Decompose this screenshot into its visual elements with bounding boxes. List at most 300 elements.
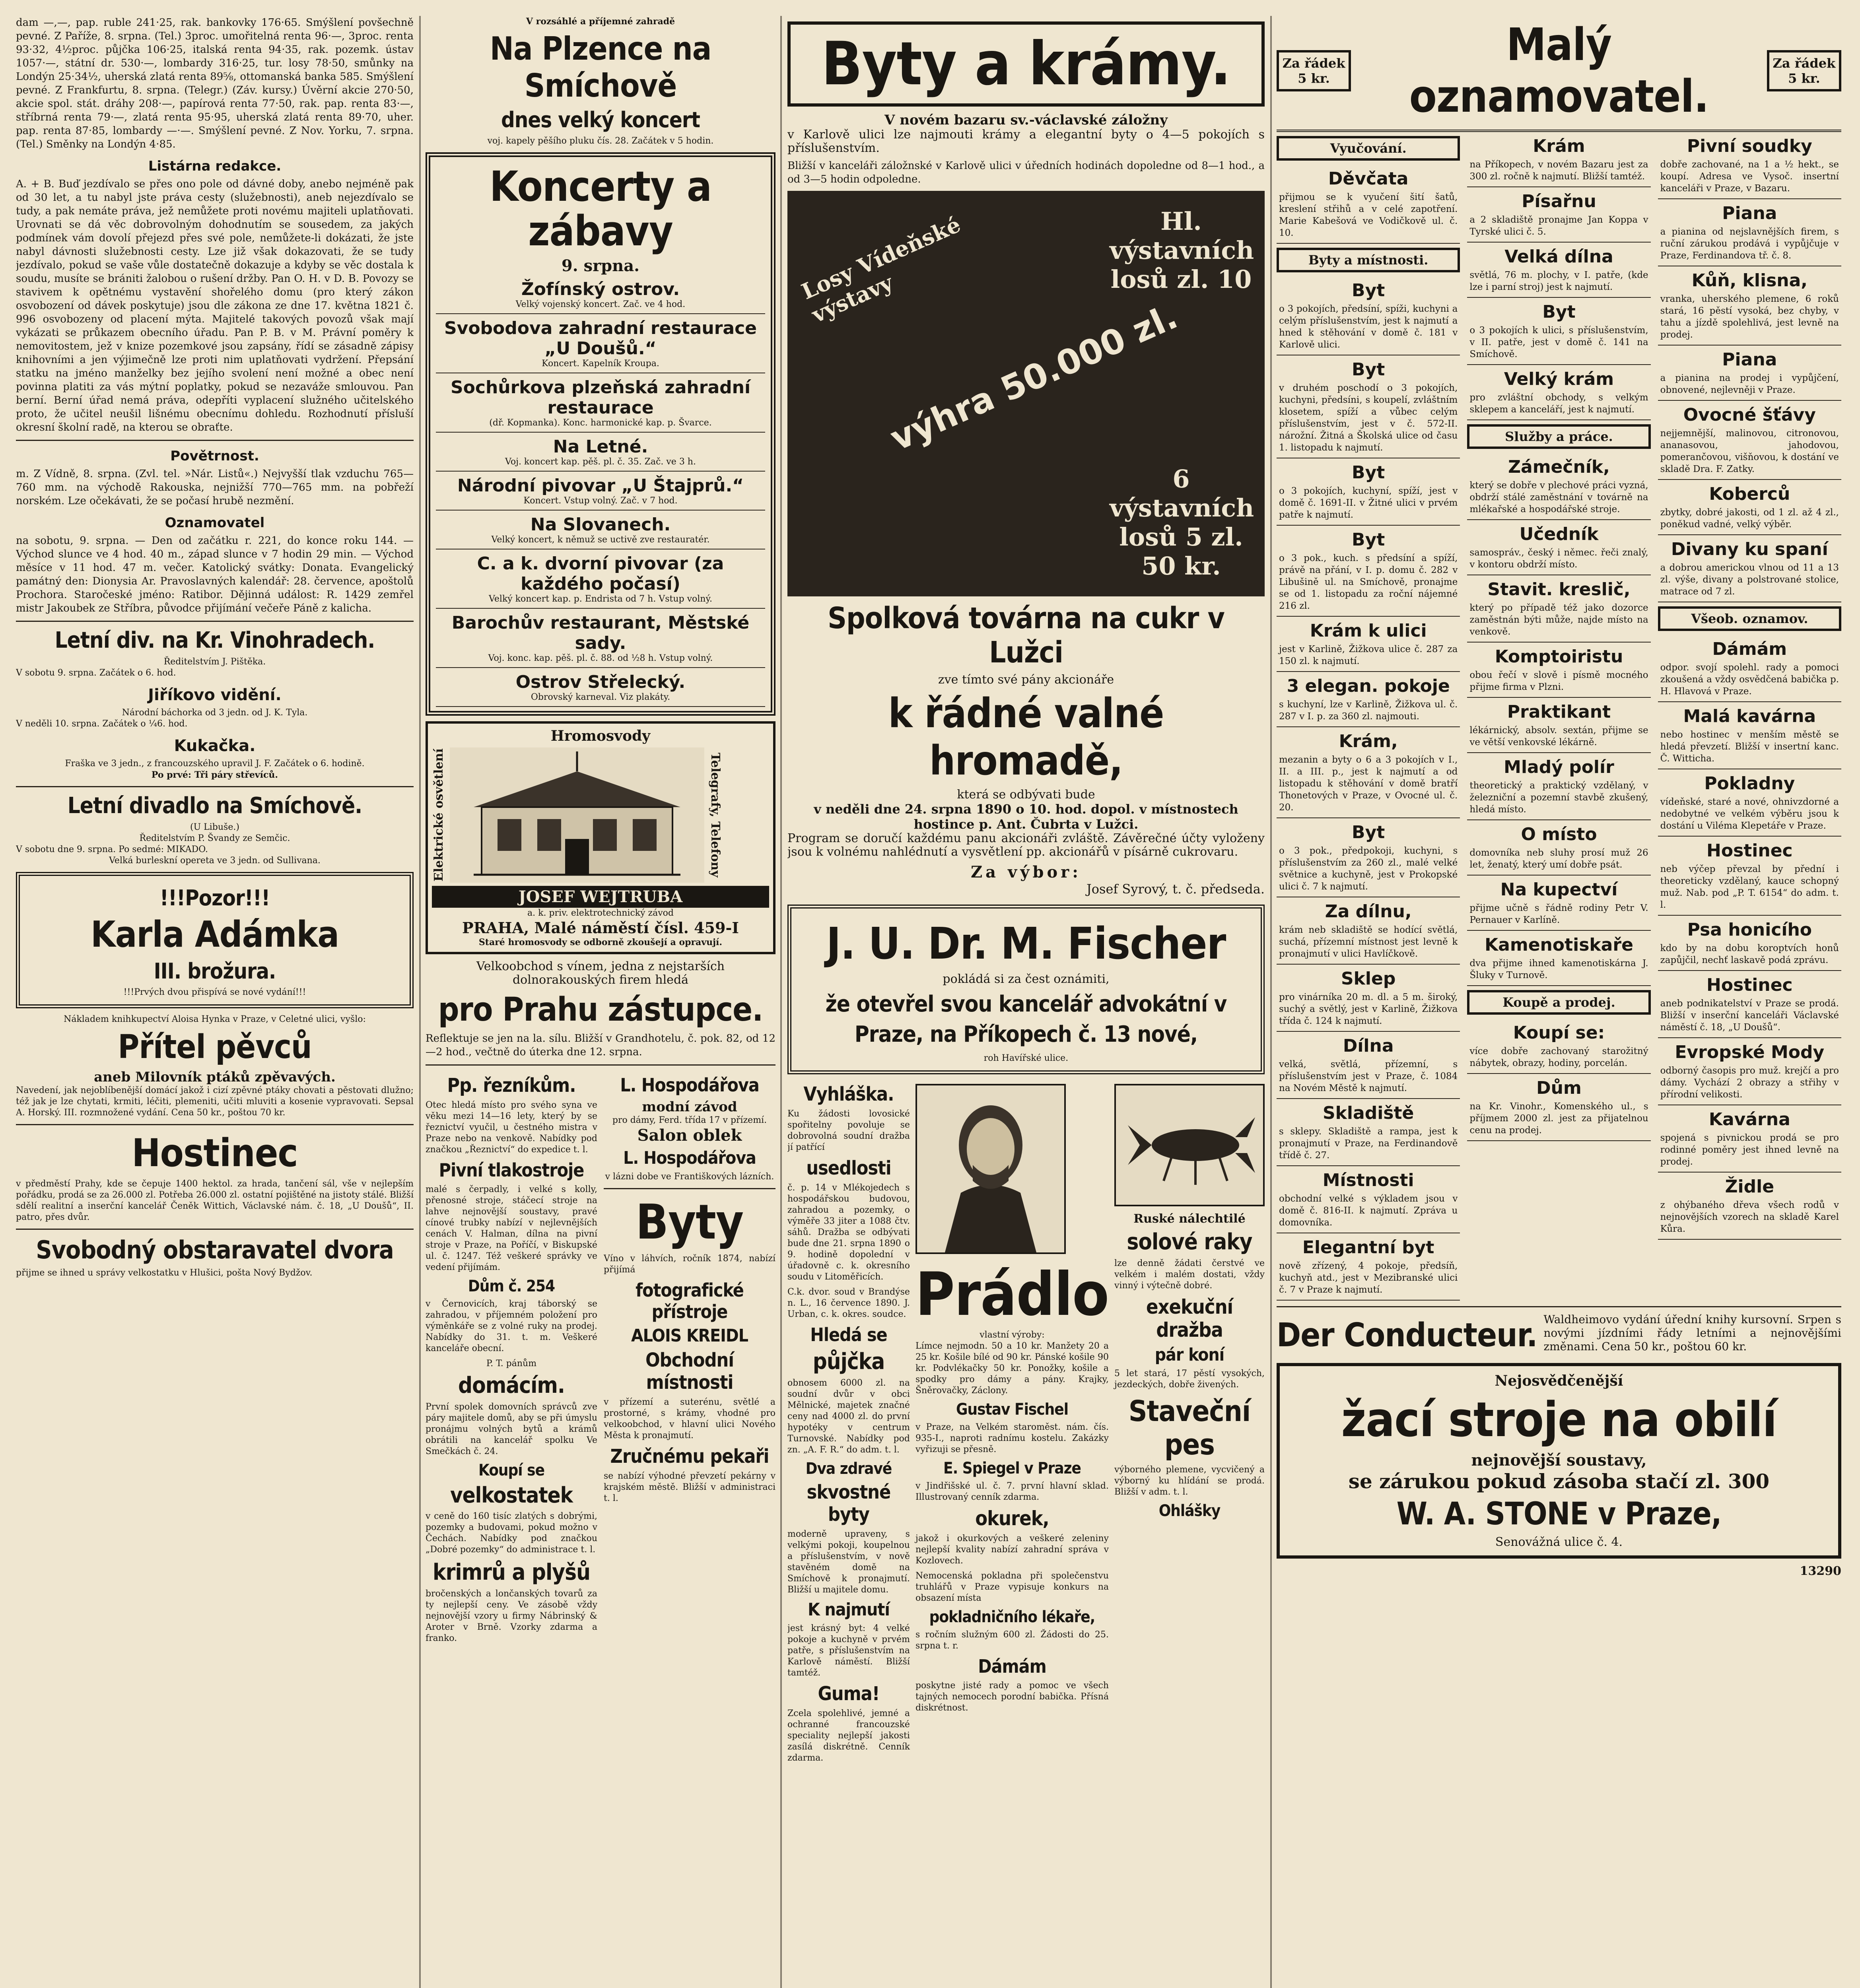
- fischer-sub: pokládá si za čest oznámiti,: [943, 972, 1110, 986]
- hromosvody-ad: [426, 721, 775, 954]
- venue-name: Svobodova zahradní restaurace „U Doušů.“: [444, 318, 757, 359]
- spolkova-title: Spolková továrna na cukr v Lužci: [828, 601, 1224, 670]
- classified-text: a pianina na prodej i vypůjčení, obnovené, nejlevněji v Praze.: [1660, 373, 1839, 395]
- classified-title: Skladiště: [1322, 1103, 1414, 1123]
- stone-title: W. A. STONE v Praze,: [1396, 1496, 1722, 1532]
- zrucnemu-text: se nabízí výhodné převzetí pekárny v krajském městě. Bližší v administraci t. l.: [604, 1471, 775, 1503]
- classified-title: Místnosti: [1322, 1170, 1414, 1190]
- classified-ad: [1277, 1099, 1460, 1166]
- classified-text: theoretický a praktický vzdělaný, v železniční a pozemní stavbě zkušený, hledá místo.: [1469, 780, 1648, 815]
- column-2: [426, 16, 775, 1988]
- domacim-text: První spolek domovních správců zve páry majitele domů, aby se při úmyslu pronájmu volných bytů a krámů obrátili na kancelář spolku Ve Smečkách č. 24.: [426, 1402, 597, 1456]
- hromade-text2: v neděli dne 24. srpna 1890 o 10. hod. dopol. v místnostech hostince p. Ant. Čubrta v Lužci.: [814, 802, 1238, 832]
- classified-text: o 3 pokojích, kuchyní, spíží, jest v domě č. 1691-II. v Žitné ulici v prvém patře k najmutí.: [1279, 486, 1458, 520]
- krimru-text: bročenských a lončanských tovarů za ty nejlepší ceny. Ve zásobě vždy nejnovější vzory u firmy Nábrinský & Aroter v Brně. Vzorky zdarma a franko.: [426, 1589, 597, 1643]
- weather-heading: Povětrnost.: [170, 448, 259, 464]
- classified-ad: [1658, 702, 1841, 769]
- adamek-ad: [16, 872, 414, 1008]
- stone-address: Senovážná ulice č. 4.: [1495, 1535, 1623, 1549]
- venue-desc: Koncert. Kapelník Kroupa.: [542, 359, 659, 369]
- fischel-text: v Praze, na Velkém staroměst. nám. čís. 935-I., naproti radnímu kostelu. Zakázky vyřizuji se přesně.: [915, 1422, 1109, 1454]
- classified-title: Elegantní byt: [1302, 1237, 1434, 1258]
- pujcka-title: půjčka: [812, 1349, 885, 1375]
- section-byty: Byty a místnosti.: [1277, 248, 1460, 272]
- exekucni-text: 5 let stará, 17 pěstí vysokých, jezdeckých, dobře živených.: [1114, 1369, 1265, 1390]
- smichov-line: V sobotu dne 9. srpna. Po sedmé: MIKADO.: [16, 845, 208, 854]
- venue-desc: Voj. konc. kap. pěš. pl. č. 88. od ½8 h. Vstup volný.: [488, 653, 713, 663]
- kukacka-text: Fraška ve 3 jedn., z francouzského upravil J. F. Začátek o 6. hodině.: [65, 759, 365, 769]
- classified-text: z ohýbaného dřeva všech rodů v nejnovějších vzorech na skladě Karel Kůra.: [1660, 1200, 1839, 1234]
- venue-item: [436, 609, 765, 668]
- classified-title: Koupí se:: [1513, 1023, 1605, 1043]
- venue-item: [436, 549, 765, 609]
- classified-title: Malá kavárna: [1683, 706, 1816, 726]
- venue-name: Na Letné.: [553, 437, 648, 457]
- classified-title: Na kupectví: [1500, 879, 1618, 900]
- section-koupe: Koupě a prodej.: [1467, 990, 1650, 1015]
- hromosvody-side-right: Telegrafy, Telefony: [708, 753, 722, 878]
- classified-ad: [1277, 818, 1460, 897]
- reznik-text: Otec hledá místo pro svého syna ve věku mezi 14—16 lety, který by se řeznictví vyučil, u čestného mistra v Praze nebo na venkově. Nabídky pod značkou „Řeznictví“ do expedice t. l.: [426, 1100, 597, 1155]
- classified-title: Byt: [1352, 530, 1385, 550]
- classified-ad: [1277, 617, 1460, 672]
- conductor-ad: [1277, 1313, 1841, 1357]
- classified-ad: [1277, 672, 1460, 727]
- fischer-title: J. U. Dr. M. Fischer: [826, 918, 1226, 969]
- venue-desc: Voj. koncert kap. pěš. pl. č. 35. Zač. ve 3 h.: [505, 457, 696, 467]
- classified-ad: [1467, 931, 1650, 986]
- weather-text: m. Z Vídně, 8. srpna. (Zvl. tel. »Nár. Listů«.) Nejvyšší tlak vzduchu 765—760 mm. na východě Rakouska, nejnižší 770—765 mm. na pobřeží norském. Lze očekávati, že se počasí hrubě nezmění.: [16, 468, 414, 507]
- wejtruba-name: JOSEF WEJTRUBA: [432, 886, 769, 908]
- adamek-note: !!!Prvých dvou přispívá se nové vydání!!!: [123, 987, 306, 997]
- divider: [16, 1124, 414, 1125]
- stroje-head: Nejosvědčenější: [1495, 1373, 1623, 1389]
- classified-column-left: [1277, 132, 1460, 1301]
- skvostne-title: skvostné byty: [807, 1481, 891, 1526]
- vybor-name: Josef Syrový, t. č. předseda.: [1086, 881, 1265, 897]
- venue-desc: Koncert. Vstup volný. Zač. v 7 hod.: [523, 496, 678, 506]
- classified-text: kdo by na dobu koroptvích honů zapůjčil, nechť laskavě podá zprávu.: [1660, 943, 1839, 965]
- byty-line3: Bližší v kanceláři záložnské v Karlově ulici v úředních hodinách dopoledne od 8—1 hod., a od 3—5 hodin odpoledne.: [787, 160, 1265, 185]
- classified-text: obou řečí v slově i písmě mocného přijme firma v Plzni.: [1469, 670, 1648, 692]
- crayfish-illustration-icon: [1114, 1084, 1265, 1206]
- classified-ad: [1658, 401, 1841, 480]
- classified-ad: [1467, 698, 1650, 753]
- classified-ad: [1277, 458, 1460, 526]
- factory-illustration-icon: [450, 747, 704, 883]
- classified-text: přijmou se k vyučení šití šatů, kreslení střihů a v celé zapotření. Marie Kabešová ve Vodičkově ul. č. 10.: [1279, 192, 1458, 238]
- section-vseob: Všeob. oznamov.: [1658, 606, 1841, 631]
- classified-ad: [1467, 876, 1650, 931]
- velkostatek-text: v ceně do 160 tisíc zlatých s dobrými, pozemky a budovami, pokud možno v Čechách. Nabídky pod značkou „Dobré pozemky“ do administrace t. l.: [426, 1511, 597, 1555]
- classified-text: velká, světlá, přízemní, s příslušenstvím jest v Praze, č. 1084 na Novém Městě k najmutí.: [1279, 1059, 1458, 1093]
- classified-text: o 3 pok., předpokoji, kuchyni, s příslušenstvím za 260 zl., malé velké světnice a kuchyně, jest v Prokopské ulici č. 7 k najmutí.: [1279, 846, 1458, 892]
- column-rule: [419, 16, 421, 1988]
- lottery-bottom-text: 6 výstavních losů 5 zl. 50 kr.: [1110, 464, 1254, 580]
- venue-item: [436, 472, 765, 511]
- classified-text: lékárnický, absolv. sextán, přijme se ve větší venkovské lékárně.: [1469, 725, 1648, 747]
- dum-text: v Černovicích, kraj táborský se zahradou, v příjemném položení pro výměnkáře se z volné ruky na prodej. Nabídky do 31. t. m. Veškeré kanceláře obecní.: [426, 1299, 597, 1353]
- calendar-heading: Oznamovatel: [165, 515, 265, 531]
- letni-director: Ředitelstvím J. Pištěka.: [163, 657, 266, 667]
- hromosvody-title: Hromosvody: [550, 728, 651, 744]
- classified-text: a pianina od nejslavnějších firem, s ruční zárukou prodává i vypůjčuje v Praze, Ferdinandova tř. č. 8.: [1660, 227, 1839, 261]
- obstaravatel-text: přijme se ihned u správy velkostatku v Hlušici, pošta Nový Bydžov.: [16, 1268, 313, 1278]
- pozor-heading: !!!Pozor!!!: [159, 885, 270, 911]
- venue-desc: Obrovský karneval. Viz plakáty.: [531, 692, 671, 702]
- classified-text: o 3 pokojích, předsíní, spíži, kuchyni a celým příslušenstvím, jest k najmutí a hned k stěhování v domě č. 181 v Karlově ulici.: [1279, 304, 1458, 350]
- col2-classifieds: [426, 1071, 775, 1648]
- column-3: [787, 16, 1265, 1988]
- najmuti-text: jest krásný byt: 4 velké pokoje a kuchyně v prvém patře, s příslušenstvím na Karlově náměstí. Bližší tamtéž.: [787, 1623, 910, 1678]
- koncerty-title: Koncerty a zábavy: [489, 162, 712, 255]
- classified-column-right: [1658, 132, 1841, 1301]
- classified-ad: [1467, 1074, 1650, 1141]
- classified-text: na Příkopech, v novém Bazaru jest za 300 zl. ročně k najmutí. Bližší tamtéž.: [1469, 159, 1648, 182]
- classified-grid: [1277, 132, 1841, 1301]
- classified-text: vranka, uherského plemene, 6 roků stará, 16 pěstí vysoká, bez chyby, v tahu a jízdě spolehlivá, jest levně na prodej.: [1660, 294, 1839, 340]
- classified-title: Velká dílna: [1504, 247, 1613, 267]
- classified-title: Byt: [1352, 462, 1385, 483]
- byty-line2: v Karlově ulici lze najmouti krámy a elegantní byty o 4—5 pokojích s příslušenstvím.: [787, 128, 1265, 155]
- classified-title: Byt: [1352, 822, 1385, 843]
- classified-ad: [1467, 187, 1650, 243]
- classified-text: který se dobře v plechové práci vyzná, obdrží stálé zaměstnání v továrně na mlékařské a hospodářské stroje.: [1469, 480, 1648, 514]
- classified-text: s kuchyní, lze v Karlině, Žižkova ul. č. 287 v I. p. za 360 zl. najmouti.: [1279, 699, 1458, 722]
- spiegel-text: v Jindřišské ul. č. 7. první hlavní sklad. Illustrovaný cenník zdarma.: [915, 1481, 1109, 1502]
- venue-desc: Velký vojenský koncert. Zač. ve 4 hod.: [515, 299, 686, 309]
- venue-name: Ostrov Střelecký.: [515, 672, 686, 692]
- pritel-title: Přítel pěvců: [118, 1028, 312, 1066]
- classified-text: světlá, 76 m. plochy, v I. patře, (kde lze i parní stroj) jest k najmutí.: [1469, 270, 1648, 292]
- classified-ad: [1658, 480, 1841, 535]
- jiri-line: V neděli 10. srpna. Začátek o ¼6. hod.: [16, 719, 188, 729]
- reznik-title: Pp. řezníkům.: [447, 1074, 576, 1097]
- portrait-illustration-icon: [915, 1084, 1066, 1254]
- hospodar2-sub: v lázni dobe ve Františkových lázních.: [605, 1172, 774, 1182]
- classified-title: Byt: [1352, 359, 1385, 380]
- hostinec-text: v předměstí Prahy, kde se čepuje 1400 hektol. za hrada, tančení sál, vše v nejlepším pořádku, prodá se za 26.000 zl. Potřeba 26.000 zl. ostatní pojištěné na jistoty stálé. Bližší sdělí realitní a inserční kancelář Čeněk Wittich, Václavské nám. č. 18, „U Doušů“, II. patro, přes dvůr.: [16, 1179, 414, 1222]
- pritel-sub: aneb Milovník ptáků zpěvavých.: [94, 1069, 336, 1085]
- column-1: [16, 16, 414, 1988]
- velkostatek-title: velkostatek: [450, 1483, 573, 1508]
- dvazdrave-title: Dva zdravé: [805, 1460, 892, 1478]
- classified-title: Učedník: [1519, 524, 1599, 544]
- letni-line: V sobotu 9. srpna. Začátek o 6. hod.: [16, 668, 176, 678]
- stone-ad: [1277, 1363, 1841, 1559]
- byty-box: [787, 21, 1265, 107]
- smichov-title: Letní divadlo na Smíchově.: [67, 793, 362, 819]
- section-vyucovani: Vyučování.: [1277, 136, 1460, 161]
- classified-ad: [1658, 346, 1841, 401]
- venue-name: C. a k. dvorní pivovar (za každého počasí): [477, 553, 724, 594]
- exekucni-title: exekuční dražba: [1146, 1295, 1233, 1342]
- classified-ad: [1658, 199, 1841, 266]
- hospodar-text: pro dámy, Ferd. třída 17 v přízemí.: [612, 1115, 767, 1125]
- vino-text: Víno v láhvích, ročník 1874, nabízí přijímá: [604, 1254, 775, 1275]
- jiri-text: Národní báchorka od 3 jedn. od J. K. Tyla.: [122, 708, 308, 718]
- classified-text: neb výčep převzal by přední i theoreticky vzdělaný, kauce schopný muž. Nab. pod „P. T. 6154“ do adm. t. l.: [1660, 864, 1839, 910]
- byty-line1: V novém bazaru sv.-václavské záložny: [884, 112, 1168, 128]
- dum-title: Dům č. 254: [468, 1277, 555, 1295]
- classified-title: Koberců: [1709, 484, 1790, 504]
- classified-text: nově zřízený, 4 pokoje, předsíň, kuchyň atd., jest v Mezibranské ulici č. 7 v Praze k najmutí.: [1279, 1261, 1458, 1295]
- classified-title: Za dílnu,: [1325, 901, 1412, 922]
- classified-title: Dámám: [1712, 639, 1787, 659]
- classified-ad: [1277, 1233, 1460, 1301]
- stavebni-title: Staveční pes: [1128, 1394, 1251, 1461]
- classified-ad: [1467, 132, 1650, 187]
- divider: [16, 786, 414, 787]
- letni-divadlo-title: Letní div. na Kr. Vinohradech.: [54, 627, 375, 653]
- classified-ad: [1467, 453, 1650, 520]
- pujcka-text: obnosem 6000 zl. na soudní dvůr v obci Mělnické, majetek značné ceny nad 4000 zl. do první hypotéky v centrum Turnovské. Nabídky pod zn. „A. F. R.“ do adm. t. l.: [787, 1378, 910, 1455]
- classified-ad: [1467, 575, 1650, 643]
- classified-title: Byt: [1352, 280, 1385, 301]
- plzence-sub: dnes velký koncert: [501, 107, 700, 132]
- raky-text: lze denně žádati čerstvé ve velkém i malém dostati, vždy vinný i výtečně dobré.: [1114, 1258, 1265, 1291]
- byty-title: Byty a krámy.: [821, 29, 1231, 99]
- classified-title: Evropské Mody: [1675, 1042, 1825, 1062]
- plzence-title: Na Plzence na Smíchově: [490, 30, 711, 104]
- classified-title: Hostinec: [1706, 975, 1793, 995]
- classified-ad: [1277, 965, 1460, 1032]
- classified-text: více dobře zachovaný starožitný nábytek, obrazy, hodiny, porcelán.: [1469, 1046, 1648, 1068]
- venue-item: [436, 373, 765, 433]
- pivni-text: malé s čerpadly, i velké s kolly, přenosné stroje, stáčecí stroje na lahve nejnovější soustavy, pravé cínové trubky nabízí v nejlevnějších cenách V. Halman, dílna na pivní stroje v Praze, na Poříčí, v Biskupské ul. č. 1247. Též veškeré správky ve vedení přijímám.: [426, 1184, 597, 1272]
- classified-ad: [1658, 535, 1841, 602]
- pritel-publisher: Nákladem knihkupectví Aloisa Hynka v Praze, v Celetné ulici, vyšlo:: [64, 1014, 366, 1024]
- salon-title: Salon oblek: [637, 1126, 742, 1145]
- stroje-price: se zárukou pokud zásoba stačí zl. 300: [1348, 1470, 1770, 1493]
- newspaper-page: [16, 16, 1844, 1988]
- classified-title: Pivní soudky: [1687, 136, 1812, 156]
- classified-text: spojená s pivnickou prodá se pro rodinné poměry jest ihned levně na prodej.: [1660, 1133, 1839, 1167]
- classified-text: o 3 pok., kuch. s předsíní a spíží, právě na přání, v I. p. domu č. 282 v Libušině ul. na Smíchově, pronajme se od 1. listopadu za roční nájemné 216 zl.: [1279, 553, 1458, 611]
- classified-title: O místo: [1521, 824, 1597, 845]
- usedlost-text: č. p. 14 v Mlékojedech s hospodářskou budovou, zahradou a pozemky, o výměře 33 jiter a 1088 čtv. sáhů. Dražba se odbývati bude dne 21. srpna 1890 o 9. hodině dopolední v úřadovně c. k. okresního soudu v Litoměřicích.: [787, 1183, 910, 1282]
- plzence-note: V rozsáhlé a příjemné zahradě: [526, 16, 675, 27]
- classified-title: Velký krám: [1504, 369, 1614, 389]
- classified-ad: [1658, 1173, 1841, 1240]
- fischer-ulice: roh Havířské ulice.: [983, 1053, 1069, 1063]
- okurek-title: okurek,: [975, 1507, 1049, 1530]
- classified-title: Dílna: [1343, 1036, 1394, 1056]
- classified-title: Krám,: [1339, 731, 1398, 751]
- obchodni-mistnosti-text: v přízemí a suterénu, světlé a prostorné, s krámy, vhodné pro velkoobchod, v hlavní ulici Nového Města k pronajmutí.: [604, 1397, 775, 1441]
- classified-title: Mladý polír: [1504, 757, 1614, 777]
- usedlost-title: usedlosti: [806, 1157, 891, 1179]
- classified-title: Zámečník,: [1508, 457, 1610, 477]
- dohodne-text: Nemocenská pokladna při společenstvu truhlářů v Praze vypisuje konkurs na obsazení místa: [915, 1571, 1109, 1603]
- classified-ad: [1658, 635, 1841, 702]
- hostinec-title: Hostinec: [132, 1131, 298, 1175]
- vyhlaska-text: Ku žádosti lovosické spořitelny povoluje se dobrovolná soudní dražba jí patřící: [787, 1109, 910, 1152]
- smichov-director: Ředitelstvím P. Švandy ze Semčic.: [139, 833, 290, 843]
- classified-ad: [1467, 365, 1650, 420]
- classified-text: obchodní velké s výkladem jsou v domě č. 816-II. k najmutí. Zpráva u domovníka.: [1279, 1194, 1458, 1228]
- pradlo-sub: vlastní výroby:: [980, 1330, 1045, 1340]
- market-report: dam —,—, pap. ruble 241·25, rak. bankovky 176·65. Smýšlení povšechně pevné. Z Paříže, 8. srpna. (Tel.) 3proc. umořitelná renta 96·—, 3proc. renta 93·32, 4½proc. půjčka 106·25, italská renta 94·35, rak. pozemk. ústav 1057·—, státní dr. 530·—, lombardy 316·25, tur. losy 78·50, smůnky na Londýn 25·34½, uherská zlatá renta 89⅝, ottomanská banka 585. Smýšlení pevné. Z Frankfurtu, 8. srpna. (Telegr.) (Záv. kursy.) Úvěrní akcie 270·50, akcie spol. stát. dráhy 208·—, papírová renta 77·50, rak. pap. renta 83·—, stříbrná renta 79·—, zlatá renta 95·95, uherská zlatá renta 89·70, uher. pap. renta 87·85, lombardy —·—. Smýšlení pevné. Z Nov. Yorku, 7. srpna. (Tel.) Směnky na Londýn 4·85.: [16, 17, 414, 150]
- fischer-ad: [787, 905, 1265, 1074]
- classified-text: na Kr. Vinohr., Komenského ul., s příjmem 2000 zl. jest za přijatelnou cenu na prodej.: [1469, 1101, 1648, 1136]
- maly-oznamovatel-header: [1277, 16, 1841, 132]
- classified-title: Psa honicího: [1687, 920, 1812, 940]
- classified-ad: [1467, 753, 1650, 820]
- guma-title: Guma!: [818, 1683, 880, 1705]
- classified-text: dobře zachované, na 1 a ½ hekt., se koupí. Adresa ve Vysoč. insertní kanceláři v Praze, v Bazaru.: [1660, 159, 1839, 194]
- hromade-title: k řádné valné hromadě,: [888, 690, 1164, 784]
- vybor-heading: Za výbor:: [970, 863, 1081, 881]
- classified-text: mezanin a byty o 6 a 3 pokojích v I., II. a III. p., jest k najmutí a od listopadu k stěhování v domě bratří Thonetových v Praze, v Ovocné ul. č. 20.: [1279, 755, 1458, 813]
- venue-desc: (dř. Kopmanka). Konc. harmonické kap. p. Švarce.: [489, 418, 712, 428]
- classified-text: jest v Karlině, Žižkova ulice č. 287 za 150 zl. k najmutí.: [1279, 644, 1458, 666]
- schaumann-text: C.k. dvor. soud v Brandýse n. L., 16 července 1890. J. Urban, c. k. okres. soudce.: [787, 1287, 910, 1319]
- classified-ad: [1277, 1032, 1460, 1099]
- wejtruba-sub: a. k. priv. elektrotechnický závod: [527, 908, 674, 918]
- najmuti-title: K najmutí: [808, 1600, 890, 1620]
- lottery-left-text: Losy Vídeňské výstavy: [797, 212, 964, 328]
- classified-text: v druhém poschodí o 3 pokojích, kuchyni, předsíni, s koupelí, zvláštním klosetem, spíží a vůbec celým příslušenstvím, jest v č. 572-II. nárožní. Žitná a Školská ulice od času 1. listopadu k najmutí.: [1279, 383, 1458, 453]
- classified-ad: [1658, 132, 1841, 199]
- classified-ad: [1658, 769, 1841, 837]
- skvostne-text: moderně upraveny, s velkými pokoji, koupelnou a příslušenstvím, v nově stavěném domě na Smíchově k pronajmutí. Bližší u majitele domu.: [787, 1529, 910, 1595]
- classified-ad: [1467, 298, 1650, 365]
- conductor-text: Waldheimovo vydání úřední knihy kursovní. Srpen s novými jízdními řády letními a nejnovějšími změnami. Cena 50 kr., poštou 60 kr.: [1543, 1313, 1841, 1353]
- hospodar-sub: modní závod: [642, 1099, 737, 1115]
- classified-ad: [1658, 1105, 1841, 1173]
- calendar-text: na sobotu, 9. srpna. — Den od začátku r. 221, do konce roku 144. — Východ slunce ve 4 hod. 40 m., západ slunce v 7 hodin 29 min. — Východ měsíce v 11 hod. 47 m. večer. Katolický svátky: Donata. Evangelický památný den: Dionysia Ar. Pravoslavných kalendář: 28. července, apoštolů Prochora. Staročeské jméno: Ratibor. Dějinná událost: R. 1429 zemřel mistr Jakoubek ze Stříbra, původce přijímání večeře Páně z kalicha.: [16, 535, 414, 614]
- classified-ad: [1467, 643, 1650, 698]
- classified-ad: [1277, 727, 1460, 818]
- kupi-title: Koupí se: [478, 1461, 544, 1479]
- vyhlaska-title: Vyhláška.: [803, 1083, 894, 1105]
- fotograficke-title: fotografické přístroje: [636, 1279, 744, 1322]
- venue-list: [436, 275, 765, 707]
- classified-title: Kamenotiskaře: [1485, 935, 1633, 955]
- section-sluzby: Služby a práce.: [1467, 424, 1650, 449]
- column-4: [1277, 16, 1841, 1988]
- classified-text: samospráv., český i němec. řeči znalý, v kontoru obdrží místo.: [1469, 547, 1648, 570]
- venue-item: [436, 433, 765, 472]
- venue-item: [436, 275, 765, 314]
- classified-text: domovníka neb sluhy prosí muž 26 let, ženatý, který umí dobře psát.: [1469, 848, 1648, 870]
- classified-ad: [1467, 520, 1650, 575]
- hledase-title: Hledá se: [810, 1324, 887, 1345]
- raky-caption: Ruské nálechtilé: [1133, 1212, 1246, 1226]
- divider: [426, 1064, 775, 1066]
- classified-text: pro zvláštní obchody, s velkým sklepem a kanceláří, jest k najmutí.: [1469, 392, 1648, 415]
- conductor-title: Der Conducteur.: [1277, 1316, 1537, 1354]
- venue-item: [436, 314, 765, 373]
- divider: [604, 1188, 775, 1189]
- kukacka-title: Kukačka.: [174, 737, 256, 755]
- classified-text: krám neb skladiště se hodící světlá, suchá, přízemní místnost jest levně k pronajmutí v ulici Havlíčkově.: [1279, 925, 1458, 959]
- classified-title: Kavárna: [1708, 1109, 1790, 1130]
- damam-text: poskytne jisté rady a pomoc ve všech tajných nemocech porodní babička. Přísná diskrétnost.: [915, 1681, 1109, 1713]
- pradlo-text: Límce nejmodn. 50 a 10 kr. Manžety 20 a 25 kr. Košile bílé od 90 kr. Pánské košile 90 kr. Podvlékačky 50 kr. Ponožky, košile a spodky pro dámy a pány. Krajky, Šněrovačky, Záclony.: [915, 1341, 1109, 1396]
- classified-text: nejjemnější, malinovou, citronovou, ananasovou, jahodovou, pomerančovou, višňovou, k dostání ve skladě Dra. F. Zatky.: [1660, 428, 1839, 474]
- classified-text: zbytky, dobré jakosti, od 1 zl. až 4 zl., poněkud vadné, velký výběr.: [1660, 507, 1839, 530]
- classified-ad: [1277, 526, 1460, 617]
- column-rule: [1270, 16, 1272, 1988]
- listarna-text: A. + B. Buď jezdívalo se přes ono pole od dávné doby, anebo nejméně pak od 30 let, a tu nabyl jste práva cesty (služebnosti), aneb nejezdívalo se tudy, a pak nemáte práva, jež nemůžete proti novému majiteli uplatňovati. Urovnati se dá věc dobrovolným dohodnutím se sousedem, za jakých podmínek vám dovolí přejezd přes své pole, nemůžete-li dokázati, že jste nabyl dávnosti služebnosti cesty. Lze již však dokazovati, že se tudy jezdívalo, pokud se vaše vůle dostatečně dokazuje a kdyby se věc dostala k soudu, musíte se brániti žalobou o rušení držby. Pan O. H. v D. B. Povozy se stavivem k opětnému vystavění shořelého domu (pro který zákon osvobození od dávek poskytuje) jsou dle zákona ze dne 17. května 1821 č. 996 osvobozeny od placení mýta. Majitelé takových povozů však mají vykázati se průkazem obecního úřadu. Pan P. B. v M. Právní poměry k nemovitostem, jež v knize pozemkové jsou zapsány, řídí se zásadně zápisy knihovními a jen výjimečně lze proti nim uplatňovati vydržení. Přepsání statku na jméno manželky bez jejího svolení není možné a obec není povinna platiti za vás mýtní poplatky, pokud se nezaváže smlouvou. Pan berní. Berní úřad nemá práva, odepříti vyplacení služného učitelského proto, že učitel neušil lišnému obecnímu dohledu. Rozhodnutí přísluší okresní školní radě, na kterou se obraťte.: [16, 178, 414, 433]
- velkoobchod-text: Velkoobchod s vínem, jedna z nejstarších dolnorakouských firem hledá: [476, 959, 725, 987]
- stavebni-text: výborného plemene, vycvičený a výborný ku hlídání se prodá. Bližší v adm. t. l.: [1114, 1465, 1265, 1497]
- classified-title: Hostinec: [1706, 841, 1793, 861]
- divider: [16, 621, 414, 622]
- wejtruba-note: Staré hromosvody se odborně zkoušejí a opravují.: [478, 937, 723, 947]
- koncerty-date: 9. srpna.: [561, 256, 640, 275]
- guma-text: Zcela spolehlivé, jemné a ochranné francouzské speciality nejlepší jakosti zasílá diskrétně. Cenník zdarma.: [787, 1708, 910, 1763]
- classified-title: Sklep: [1341, 969, 1396, 989]
- koncerty-box: [426, 152, 775, 716]
- classified-title: Praktikant: [1507, 702, 1611, 722]
- divider: [1277, 1306, 1841, 1307]
- zastupce-text: Reflektuje se jen na la. sílu. Bližší v Grandhotelu, č. pok. 82, od 12—2 hod., večtně do úterka dne 12. srpna.: [426, 1033, 775, 1058]
- classified-text: dva přijme ihned kamenotiskárna J. Šluky v Turnově.: [1469, 958, 1648, 980]
- classified-title: Divany ku spaní: [1671, 539, 1828, 559]
- classified-column-middle: [1467, 132, 1650, 1301]
- lekare-text: s ročním služným 600 zl. Žádosti do 25. srpna t. r.: [915, 1630, 1109, 1651]
- spolkova-sub: zve tímto své pány akcionáře: [938, 673, 1114, 687]
- domacim-sub: P. T. pánům: [486, 1359, 537, 1369]
- pradlo-title: Prádlo: [915, 1260, 1109, 1329]
- classified-text: vídeňské, staré a nové, ohnivzdorné a nedobytné ve velkém výběru jsou k dostání u Viléma Klepetáře v Praze.: [1660, 797, 1839, 831]
- venue-name: Barochův restaurant, Městské sady.: [451, 613, 750, 653]
- classified-title: Byt: [1542, 302, 1576, 322]
- domacim-title: domácím.: [458, 1373, 565, 1398]
- classified-ad: [1277, 165, 1460, 244]
- lottery-main-text: výhra 50.000 zl.: [884, 297, 1184, 459]
- classified-ad: [1277, 276, 1460, 355]
- classified-text: přijme učně s řádně rodiny Petr V. Pernauer v Karlíně.: [1469, 903, 1648, 925]
- jiri-title: Jiříkovo vidění.: [148, 686, 282, 704]
- classified-ad: [1277, 1166, 1460, 1233]
- hromade-program: Program se doručí každému panu akcionáři zvláště. Závěrečné účty vyloženy jsou k volnému nahlédnutí a vysvětlení pp. akcionářů v písárně cukrovaru.: [787, 831, 1265, 859]
- classified-ad: [1277, 897, 1460, 965]
- hospodar-title: L. Hospodářova: [620, 1074, 759, 1096]
- classified-title: Krám k ulici: [1310, 621, 1427, 641]
- page-number: 13290: [1800, 1564, 1841, 1578]
- adamek-title: Karla Adámka: [91, 914, 339, 955]
- damam-title: Dámám: [978, 1656, 1046, 1677]
- hromade-text1: která se odbývati bude: [957, 788, 1095, 802]
- classified-text: nebo hostinec v menším městě se hledá převzetí. Bližší v insertní kanc. Č. Witticha.: [1660, 730, 1839, 764]
- classified-text: odpor. svojí spolehl. rady a pomoci zkoušená a vždy osvědčená babička p. H. Hlavová v Praze.: [1660, 662, 1839, 697]
- classified-ad: [1467, 1019, 1650, 1074]
- classified-text: s sklepy. Skladiště a rampa, jest k pronajmutí v Praze, na Ferdinandově třídě č. 27.: [1279, 1126, 1458, 1161]
- classified-ad: [1467, 243, 1650, 298]
- classified-ad: [1467, 820, 1650, 876]
- hospodar2-title: L. Hospodářova: [623, 1148, 756, 1168]
- classified-text: který po případě též jako dozorce zaměstnán býti může, najde místo na venkově.: [1469, 603, 1648, 637]
- lottery-ad: [787, 191, 1265, 596]
- classified-title: Písařnu: [1522, 191, 1596, 212]
- classified-title: Dům: [1536, 1078, 1582, 1098]
- exekucni-sub: pár koní: [1154, 1345, 1224, 1365]
- classified-title: Piana: [1722, 349, 1777, 370]
- classified-title: Piana: [1722, 203, 1777, 223]
- price-box-right: Za řádek 5 kr.: [1767, 50, 1841, 91]
- divider: [16, 1229, 414, 1230]
- classified-ad: [1658, 1038, 1841, 1105]
- hromosvody-side-left: Elektrické osvětlení: [432, 748, 446, 882]
- maly-oznamovatel-title: Malý oznamovatel.: [1409, 19, 1709, 122]
- venue-name: Na Slovanech.: [530, 514, 671, 535]
- classified-title: Kůň, klisna,: [1691, 270, 1808, 291]
- krimru-title: krimrů a plyšů: [433, 1559, 590, 1585]
